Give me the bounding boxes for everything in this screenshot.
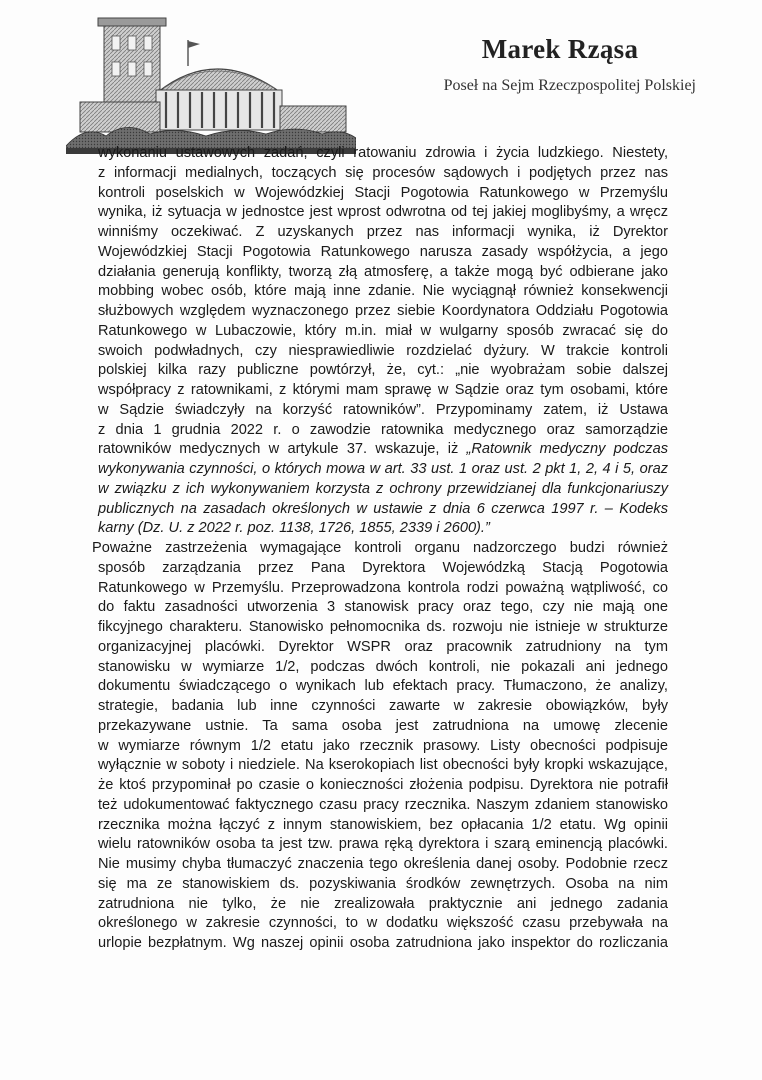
body-line <box>98 203 668 223</box>
body-line <box>98 756 668 776</box>
body-line-text: wielu ratowników osoba ta jest tzw. prawa ręką dyrektora i szarą eminencją placówki. <box>98 836 668 853</box>
body-line-text: z informacji medialnych, toczących się procesów sądowych i podjętych przez nas <box>98 164 668 181</box>
body-line-text: swoich podwładnych, czy niesprawiedliwie rozdzielać dyżury. W trakcie kontroli <box>98 342 668 359</box>
body-line-text: rzecznika można łączyć z innym stanowiskiem, bez opłacania 1/2 etatu. Wg opinii <box>98 816 668 833</box>
body-line-text: dokumentu świadczącego o wynikach lub efektach pracy. Tłumaczono, że analizy, <box>98 678 668 695</box>
body-line-text: Ratunkowego w Lubaczowie, który m.in. miał w wulgarny sposób zwracać się do <box>98 322 668 339</box>
body-line-text: organizacyjnej placówki. Dyrektor WSPR oraz pracownik zatrudniony na tym <box>98 638 668 655</box>
body-line <box>98 598 668 618</box>
body-line <box>98 243 668 263</box>
body-line <box>98 184 668 204</box>
letterhead <box>66 14 706 154</box>
body-line-text: Wojewódzkiej Stacji Pogotowia Ratunkowego narusza zasady współżycia, a jego <box>98 243 668 260</box>
body-line <box>98 816 668 836</box>
body-line <box>98 737 668 757</box>
body-line-text: polskiej kilka razy publiczne powtórzył, że, cyt.: „nie wyobrażam sobie dalszej <box>98 362 668 379</box>
body-line-italic: „Ratownik medyczny podczas <box>466 441 668 458</box>
sejm-building-icon <box>66 14 356 154</box>
body-line-text: się ma ze stanowiskiem ds. pozyskiwania środków zewnętrzych. Osoba na nim <box>98 875 668 892</box>
body-line <box>98 796 668 816</box>
body-line-text: urlopie bezpłatnym. Wg naszej opinii osoba zatrudniona jako inspektor do rozliczania <box>98 935 668 951</box>
body-line <box>98 282 668 302</box>
body-line <box>98 559 668 579</box>
body-line <box>98 500 668 520</box>
body-line-text: ratowników medycznych w artykule 37. wskazuje, iż <box>98 441 467 458</box>
body-line-text: działania generują konflikty, tworzą złą atmosferę, a także mogą być odbierane jako <box>98 263 668 280</box>
body-line <box>98 895 668 915</box>
body-line <box>98 717 668 737</box>
body-line-text: Nie musimy chyba tłumaczyć znaczenia tego określenia danej osoby. Podobnie rzecz <box>98 856 668 872</box>
body-line <box>98 480 668 500</box>
author-name: Marek Rząsa <box>481 34 639 64</box>
body-line-text: mobbing wobec osób, które mają inne zdanie. Nie wyciągnął również konsekwencji <box>98 283 668 300</box>
body-line-text: wynika, iż sytuacja w jednostce jest wprost odwrotna od tej jakiej moglibyśmy, a wręcz <box>98 204 668 221</box>
body-line <box>98 519 668 539</box>
body-line <box>98 440 668 460</box>
body-line-text: kontroli poselskich w Wojewódzkiej Stacji Pogotowia Ratunkowego w Przemyślu <box>98 184 668 201</box>
body-line <box>98 914 668 934</box>
body-line-text: wyłącznie w soboty i niedziele. Na kserokopiach list obecności były kropki wskazujące, <box>98 757 668 774</box>
body-line <box>98 618 668 638</box>
body-line-text: wykonaniu ustawowych zadań, czyli ratowaniu zdrowia i życia ludzkiego. Niestety, <box>98 145 668 161</box>
body-line <box>98 658 668 678</box>
body-line <box>98 144 668 164</box>
body-line <box>98 776 668 796</box>
body-line <box>98 302 668 322</box>
body-line-text: przekazywane ustnie. Ta sama osoba jest zatrudniona na umowę zlecenie <box>98 717 668 734</box>
body-line <box>98 164 668 184</box>
body-line <box>98 875 668 895</box>
body-line-text: strategie, badania lub inne czynności zawarte w zakresie obowiązków, były <box>98 698 668 714</box>
letter-body <box>92 144 668 954</box>
body-line <box>98 579 668 599</box>
body-line <box>98 263 668 283</box>
body-line <box>98 401 668 421</box>
body-line <box>98 697 668 717</box>
body-line <box>98 934 668 954</box>
body-line-text: w wymiarze równym 1/2 etatu jako rzecznik prasowy. Listy obecności podpisuje <box>98 737 668 754</box>
body-line-text: też udokumentować faktycznego czasu pracy rzecznika. Naszym zdaniem stanowisko <box>98 796 668 813</box>
body-line-italic: wykonywania czynności, o których mowa w art. 33 ust. 1 oraz ust. 2 pkt 1, 2, 4 i 5, oraz <box>98 461 668 477</box>
body-line-text: współpracy z ratownikami, z którymi mam sprawę w Sądzie oraz tym osobami, które <box>98 382 668 398</box>
body-line <box>98 855 668 875</box>
body-line-text: sposób zarządzania przez Pana Dyrektora Wojewódzką Stacją Pogotowia <box>98 559 668 576</box>
body-line-text: z dnia 1 grudnia 2022 r. o zawodzie ratownika medycznego oraz samorządzie <box>98 421 668 438</box>
body-line-italic: karny (Dz. U. z 2022 r. poz. 1138, 1726, 1855, 2339 i 2600).” <box>98 520 490 537</box>
body-line <box>98 460 668 480</box>
body-line <box>98 421 668 441</box>
body-line-text: winniśmy oczekiwać. Z uzyskanych przez nas informacji wynika, iż Dyrektor <box>98 224 668 240</box>
body-line-text: stanowisku w wymiarze 1/2, podczas dwóch kontroli, nie pokazali ani jednego <box>98 658 668 675</box>
body-line <box>98 677 668 697</box>
body-line-italic: publicznych na zasadach określonych w ustawie z dnia 6 czerwca 1997 r. – Kodeks <box>98 500 668 517</box>
body-line <box>98 322 668 342</box>
body-line <box>98 361 668 381</box>
body-line-text: fikcyjnego charakteru. Stanowisko pełnomocnika ds. rozwoju nie istnieje w strukturze <box>98 619 668 635</box>
body-line <box>98 638 668 658</box>
author-title: Poseł na Sejm Rzeczpospolitej Polskiej <box>443 77 696 94</box>
body-line-text: Poważne zastrzeżenia wymagające kontroli organu nadzorczego budzi również <box>92 540 668 556</box>
body-line <box>98 342 668 362</box>
body-line <box>98 835 668 855</box>
body-line <box>98 381 668 401</box>
body-line-text: że ktoś przypominał po czasie o konieczności złożenia podpisu. Dyrektora nie potrafił <box>98 777 668 793</box>
body-line-text: Ratunkowego w Przemyślu. Przeprowadzona kontrola rodzi poważną wątpliwość, co <box>98 579 668 596</box>
body-line-italic: w związku z ich wykonywaniem korzysta z ochrony przewidzianej dla funkcjonariuszy <box>98 480 668 497</box>
body-line <box>92 539 668 559</box>
body-line-text: zatrudniona nie tylko, że nie zrealizowała praktycznie ani jednego zadania <box>98 895 668 912</box>
body-line-text: określonego w zakresie czynności, to w dodatku większość czasu przebywała na <box>98 915 668 932</box>
body-line <box>98 223 668 243</box>
body-line-text: w Sądzie świadczyły na korzyść ratowników”. Przypominamy zatem, iż Ustawa <box>98 401 668 418</box>
body-line-text: do faktu zasadności utworzenia 3 stanowisk pracy oraz tego, czy nie mają one <box>98 599 668 616</box>
body-line-text: służbowych względem wyznaczonego przez siebie Koordynatora Oddziału Pogotowia <box>98 303 668 319</box>
